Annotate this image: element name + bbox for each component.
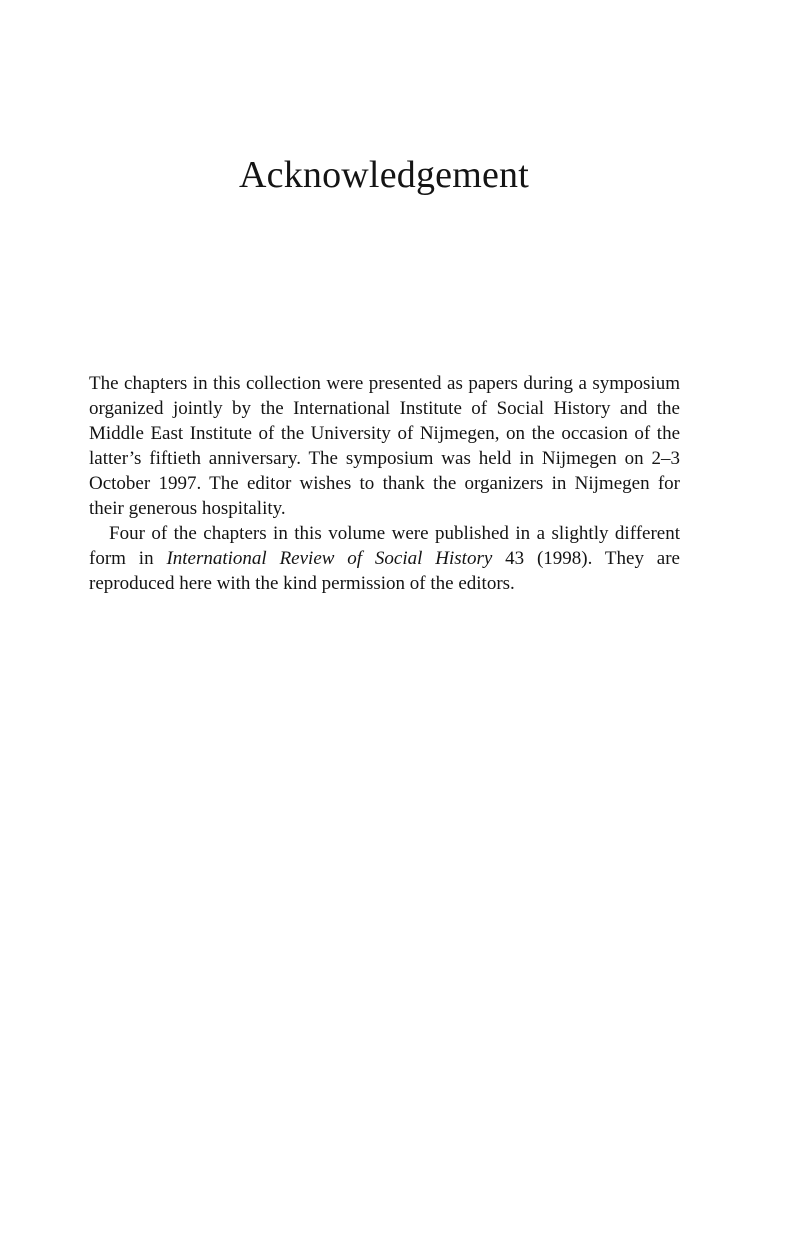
page-title: Acknowledgement	[238, 154, 530, 196]
paragraph-publication-tail: 43 (1998). They are reproduced here with the kind permission of the editors.	[89, 548, 680, 594]
body-text	[89, 371, 680, 596]
paragraph-publication	[89, 521, 680, 596]
paragraph-symposium: The chapters in this collection were presented as papers during a symposium organized jointly by the International Institute of Social History and the Middle East Institute of the University of Nijmegen, on the occasion of the latter’s fiftieth anniversary. The symposium was held in Nijmegen on 2–3 October 1997. The editor wishes to thank the organizers in Nijmegen for their generous hospitality.	[89, 373, 680, 519]
paragraph-publication-lead: Four of the chapters in this volume were published in a slightly different form in	[89, 523, 680, 569]
journal-title: International Review of Social History	[166, 548, 493, 569]
